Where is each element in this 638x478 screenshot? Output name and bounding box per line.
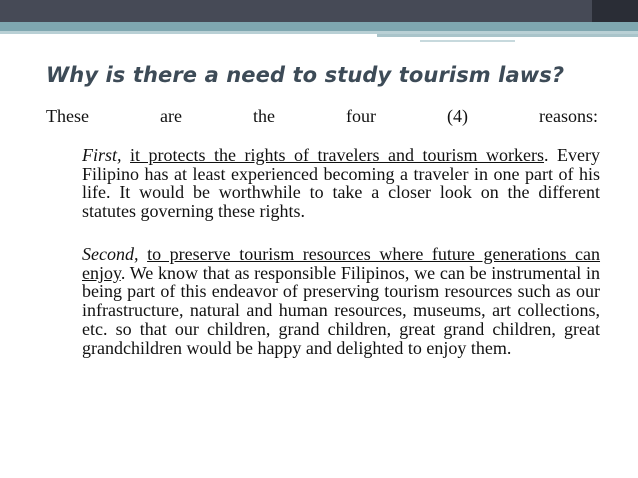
intro-word: These <box>46 106 89 126</box>
intro-word: the <box>252 106 275 126</box>
reason-first-paragraph <box>82 146 600 221</box>
reason-lead: Second, <box>82 244 139 264</box>
header-teal-line-right <box>377 34 638 37</box>
reason-body: . Every Filipino has at least experienced becoming a traveler in one part of his life. It would be worthwhile to take a closer look on the different statutes governing these rights. <box>82 145 601 222</box>
intro-word: four <box>345 106 376 126</box>
reason-body: . We know that as responsible Filipinos, we can be instrumental in being part of this endeavor of preserving tourism resources such as our infrastructure, natural and human resources, museums, art collections, etc. so that our children, grand children, great grand children, great grandchildren would be happy and delighted to enjoy them. <box>82 262 600 358</box>
reason-highlight: to preserve tourism resources where future generations can enjoy <box>82 244 601 283</box>
reason-lead: First, <box>82 145 122 165</box>
reason-highlight: it protects the rights of travelers and tourism workers <box>130 145 545 165</box>
intro-line <box>46 106 598 127</box>
header-teal-line-short <box>420 40 515 42</box>
intro-word: reasons: <box>538 106 598 126</box>
reason-second-paragraph <box>82 245 600 357</box>
slide-title: Why is there a need to study tourism laws? <box>46 63 565 87</box>
header-teal-band <box>0 22 638 31</box>
intro-word: (4) <box>446 106 468 126</box>
intro-word: are <box>159 106 182 126</box>
header-bar <box>0 0 638 22</box>
header-accent <box>592 0 638 22</box>
